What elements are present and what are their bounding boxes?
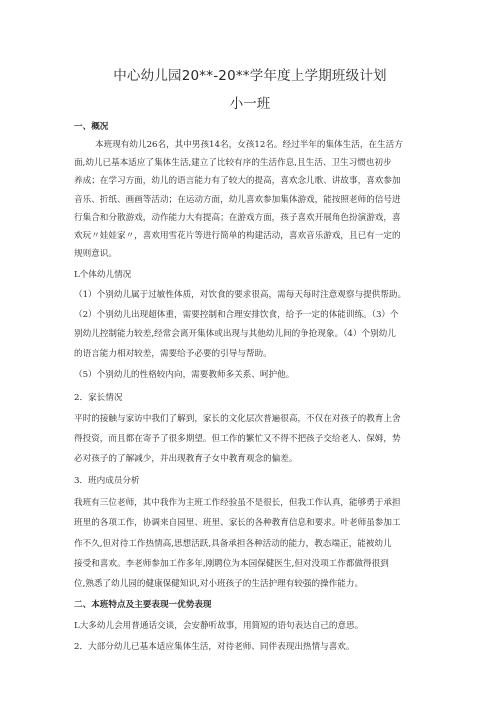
subheading: L个体幼儿情况 [74, 270, 132, 280]
paragraph-line: 必对孩子的了解减少，并出现教育子女中教育观念的偏差。 [74, 454, 298, 464]
paragraph-line: 平时的接触与家访中我们了解到，家长的文化层次普遍很高，不仅在对孩子的教育上舍 [74, 414, 401, 424]
paragraph-line: 本班现有幼儿26名，其中男孩14名，女孩12名。经过半年的集体生活，在生活方 [95, 140, 403, 150]
paragraph-line: 面,幼儿已基本适应了集体生活,建立了比较有序的生活作息,且生活、卫生习惯也初步 [74, 158, 392, 168]
paragraph-line: 作不久,但对待工作热情高,思想活跃,具备承担各种活动的能力，教态端正，能被幼儿 [74, 539, 392, 549]
paragraph-line: 音乐、折纸、画画等活动；在运动方面，幼儿喜欢参加集体游戏，能按照老师的信号进 [74, 195, 401, 205]
paragraph-line: 行集合和分散游戏，动作能力大有提高；在游戏方面，孩子喜欢开展角色扮演游戏，喜 [74, 213, 401, 223]
paragraph-line: 别幼儿控制能力较差,经常会离开集体或出现与其他幼儿间的争抢现象。（4）个别幼儿 [74, 329, 396, 339]
paragraph-line: L大多幼儿会用普通话交谈，会安静听故事，用简短的语句表达自己的意思。 [74, 621, 364, 631]
paragraph-line: 接受和喜欢。李老师参加工作多年,刚聘位为本园保健医生,但对没项工作都做得很到 [74, 559, 389, 569]
page-title: 中心幼儿园20**-20**学年度上学期班级计划 [113, 68, 387, 84]
paragraph-line: （5）个别幼儿的性格较内向，需要教师多关系、呵护他。 [74, 370, 295, 380]
paragraph-line: 养成；在学习方面，幼儿的语言能力有了较大的提高，喜欢念儿歌、讲故事，喜欢参加 [74, 176, 401, 186]
paragraph-line: 欢玩〃娃娃家〃，喜欢用雪花片等进行简单的构建活动，喜欢音乐游戏，且已有一定的 [74, 231, 401, 241]
subheading: 3．班内成员分析 [74, 476, 140, 486]
paragraph-line: 我班有三位老师，其中我作为主班工作经验虽不是很长，但我工作认真，能够勇于承担 [74, 498, 401, 508]
paragraph-line: 班里的各项工作，协调来自园里、班里、家长的各种教育信息和要求。叶老师虽参加工 [74, 518, 401, 528]
page-subtitle: 小一班 [229, 96, 271, 112]
paragraph-line: 得投资，而且都在寄予了很多期望。但工作的繁忙又不得不把孩子交给老人、保姆，势 [74, 434, 401, 444]
paragraph-line: （1）个别幼儿属于过敏性体质，对饮食的要求很高，需每天每时注意观察与提供帮助。 [74, 290, 407, 300]
paragraph-line: 2．大部分幼儿已基本适应集体生活，对待老师、同伴表现出热情与喜欢。 [74, 642, 355, 652]
paragraph-line: 的语言能力相对较差，需要给予必要的引导与帮助。 [74, 349, 272, 359]
section-heading: 二、本班特点及主要表现一优势表现 [74, 600, 212, 610]
subheading: 2．家长情况 [74, 393, 123, 403]
paragraph-line: 规则意识。 [74, 249, 117, 259]
paragraph-line: （2）个别幼儿出现超体重，需要控制和合理安排饮食，给予一定的体能训练。（3）个 [74, 310, 399, 320]
paragraph-line: 位,熟悉了幼儿园的健康保健知识,对小班孩子的生活护理有较强的操作能力。 [74, 579, 364, 589]
section-heading: 一、概况 [74, 122, 109, 132]
